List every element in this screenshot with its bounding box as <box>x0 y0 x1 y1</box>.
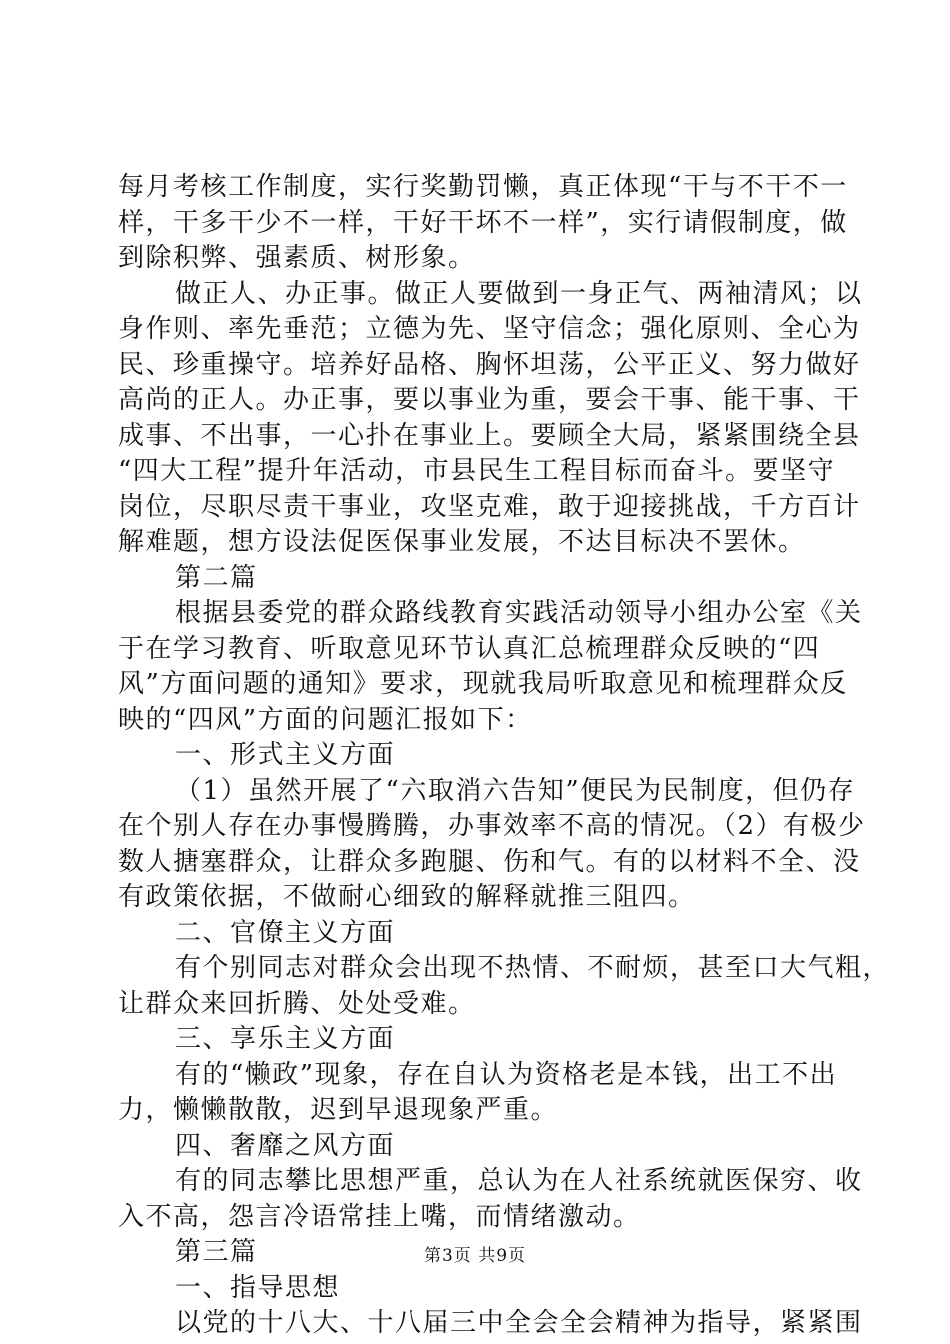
text-line: 解难题，想方设法促医保事业发展，不达目标决不罢休。 <box>118 527 806 557</box>
text-line: 有政策依据，不做耐心细致的解释就推三阻四。 <box>118 882 696 912</box>
text-line: （1）虽然开展了“六取消六告知”便民为民制度，但仍存 <box>175 775 856 806</box>
text-line: 身作则、率先垂范；立德为先、坚守信念；强化原则、全心为 <box>118 314 861 344</box>
page-number-label: 第3页 共9页 <box>423 1246 527 1266</box>
text-line: 根据县委党的群众路线教育实践活动领导小组办公室《关 <box>175 598 863 628</box>
text-line: 在个别人存在办事慢腾腾，办事效率不高的情况。（2）有极少 <box>118 811 866 841</box>
text-line: 于在学习教育、听取意见环节认真汇总梳理群众反映的“四 <box>118 633 821 664</box>
text-line: 成事、不出事，一心扑在事业上。要顾全大局，紧紧围绕全县 <box>118 420 861 451</box>
text-line: 样，干多干少不一样，干好干坏不一样”，实行请假制度，做 <box>118 207 848 238</box>
text-line: 数人搪塞群众，让群众多跑腿、伤和气。有的以材料不全、没 <box>118 846 861 877</box>
text-line: 力，懒懒散散，迟到早退现象严重。 <box>118 1095 559 1125</box>
text-line: 三、享乐主义方面 <box>175 1024 396 1054</box>
text-line: 有的同志攀比思想严重，总认为在人社系统就医保穷、收 <box>175 1166 863 1196</box>
text-line: 入不高，怨言冷语常挂上嘴，而情绪激动。 <box>118 1201 641 1232</box>
text-line: 四、奢靡之风方面 <box>175 1130 396 1161</box>
page-footer <box>0 1241 950 1266</box>
text-line: 民、珍重操守。培养好品格、胸怀坦荡，公平正义、努力做好 <box>118 349 861 380</box>
text-line: 第二篇 <box>175 562 258 593</box>
text-line: 第三篇 <box>175 1237 258 1267</box>
text-line: 做正人、办正事。做正人要做到一身正气、两袖清风；以 <box>175 278 863 309</box>
text-line: 一、指导思想 <box>175 1272 341 1303</box>
text-line: 高尚的正人。办正事，要以事业为重，要会干事、能干事、干 <box>118 385 861 415</box>
text-line: 让群众来回折腾、处处受难。 <box>118 988 476 1019</box>
text-line: “四大工程”提升年活动，市县民生工程目标而奋斗。要坚守 <box>118 456 836 486</box>
document-body <box>118 170 891 1342</box>
text-line: 岗位，尽职尽责干事业，攻坚克难，敢于迎接挑战，千方百计 <box>118 491 861 522</box>
text-line: 到除积弊、强素质、树形象。 <box>118 243 476 273</box>
text-line: 每月考核工作制度，实行奖勤罚懒，真正体现“干与不干不一 <box>118 172 848 202</box>
text-line: 以党的十八大、十八届三中全会全会精神为指导，紧紧围 <box>175 1308 863 1338</box>
text-line: 二、官僚主义方面 <box>175 917 396 948</box>
text-line: 一、形式主义方面 <box>175 740 396 770</box>
text-line: 有的“懒政”现象，存在自认为资格老是本钱，出工不出 <box>175 1059 838 1090</box>
text-line: 映的“四风”方面的问题汇报如下： <box>118 704 533 735</box>
text-line: 有个别同志对群众会出现不热情、不耐烦，甚至口大气粗， <box>175 953 891 983</box>
text-line: 风”方面问题的通知》要求，现就我局听取意见和梳理群众反 <box>118 669 848 699</box>
